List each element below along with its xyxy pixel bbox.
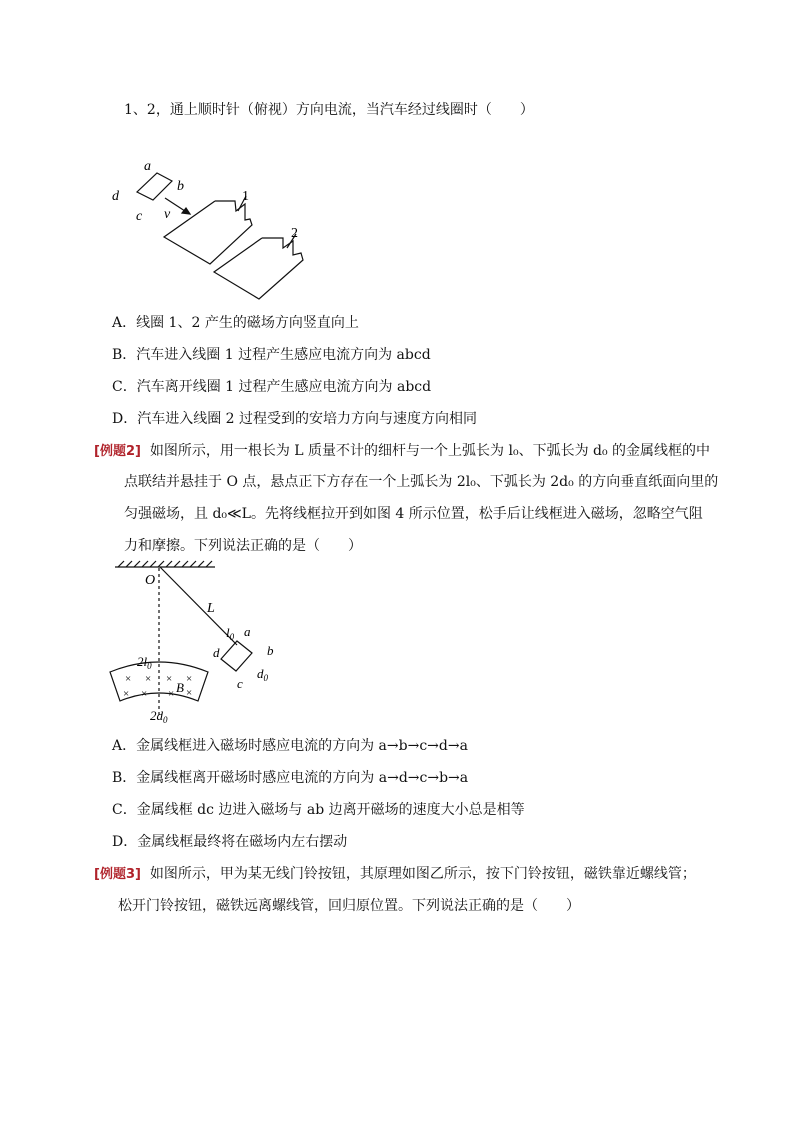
q1-option-a: A．线圈 1、2 产生的磁场方向竖直向上 bbox=[112, 315, 359, 331]
coil-1 bbox=[164, 201, 252, 264]
ex2-line-3: 匀强磁场，且 d₀≪L。先将线框拉开到如图 4 所示位置，松手后让线框进入磁场，忽略空气阻 bbox=[124, 506, 703, 522]
q1-option-b: B．汽车进入线圈 1 过程产生感应电流方向为 abcd bbox=[112, 347, 431, 363]
car-loop bbox=[137, 173, 172, 200]
svg-text:×: × bbox=[186, 673, 193, 685]
coil-2 bbox=[214, 238, 303, 299]
svg-text:×: × bbox=[168, 688, 175, 700]
ex2-line-2: 点联结并悬挂于 O 点，悬点正下方存在一个上弧长为 2l₀、下弧长为 2d₀ 的方向垂直纸面向里的 bbox=[124, 474, 719, 490]
fig1-label-c: c bbox=[136, 209, 143, 224]
velocity-arrow bbox=[165, 198, 188, 213]
fig2-label-d0: $d_0$ bbox=[257, 666, 268, 683]
svg-text:×: × bbox=[123, 688, 130, 700]
fig2-label-a: a bbox=[244, 624, 251, 639]
ex2-line-1: [例题2] 如图所示，用一根长为 L 质量不计的细杆与一个上弧长为 l₀、下弧长为 d₀ 的金属线框的中 bbox=[94, 443, 711, 459]
field-crosses bbox=[123, 673, 192, 700]
fig2-label-O: O bbox=[145, 573, 156, 588]
fig1-label-coil1: 1 bbox=[242, 189, 249, 204]
fig1-label-d: d bbox=[112, 189, 119, 204]
q2-option-a: A．金属线框进入磁场时感应电流的方向为 a→b→c→d→a bbox=[112, 738, 468, 754]
fig2-label-B: B bbox=[176, 680, 184, 695]
fig1-label-v: v bbox=[164, 207, 171, 222]
fig2-label-2l0: $2l_0$ bbox=[137, 654, 152, 671]
rod bbox=[160, 567, 237, 645]
ceiling-hatch bbox=[118, 561, 212, 567]
fig2-label-l0: $l_0$ bbox=[226, 625, 235, 642]
fig2-label-L: L bbox=[207, 601, 215, 616]
svg-text:×: × bbox=[125, 673, 132, 685]
fig1-label-b: b bbox=[177, 179, 184, 194]
wire-frame bbox=[221, 641, 252, 671]
q1-option-c: C．汽车离开线圈 1 过程产生感应电流方向为 abcd bbox=[112, 379, 432, 395]
fig2-label-2d0: $2d_0$ bbox=[150, 708, 168, 725]
fig2-label-b: b bbox=[267, 643, 274, 658]
magnetic-field-region bbox=[110, 662, 208, 701]
fig1-label-coil2: 2 bbox=[291, 226, 298, 241]
fig2-label-d: d bbox=[213, 645, 220, 660]
intro-line: 1、2，通上顺时针（俯视）方向电流，当汽车经过线圈时（ ） bbox=[124, 102, 534, 118]
svg-text:×: × bbox=[141, 688, 148, 700]
svg-text:×: × bbox=[145, 673, 152, 685]
q1-option-d: D．汽车进入线圈 2 过程受到的安培力方向与速度方向相同 bbox=[112, 411, 478, 427]
ex2-line-4: 力和摩擦。下列说法正确的是（ ） bbox=[124, 538, 362, 554]
ex3-line-1: [例题3] 如图所示，甲为某无线门铃按钮，其原理如图乙所示，按下门铃按钮，磁铁靠近螺线管； bbox=[94, 866, 696, 882]
q2-option-b: B．金属线框离开磁场时感应电流的方向为 a→d→c→b→a bbox=[112, 770, 469, 786]
ex3-tag: [例题3] bbox=[94, 867, 141, 882]
q2-option-d: D．金属线框最终将在磁场内左右摆动 bbox=[112, 834, 348, 850]
ex2-tag: [例题2] bbox=[94, 444, 141, 459]
fig1-label-a: a bbox=[144, 159, 151, 174]
ex3-line-2: 松开门铃按钮，磁铁远离螺线管，回归原位置。下列说法正确的是（ ） bbox=[118, 898, 580, 914]
svg-text:×: × bbox=[166, 673, 173, 685]
q2-option-c: C．金属线框 dc 边进入磁场与 ab 边离开磁场的速度大小总是相等 bbox=[112, 802, 525, 818]
svg-text:×: × bbox=[186, 687, 193, 699]
fig2-label-c: c bbox=[237, 676, 243, 691]
